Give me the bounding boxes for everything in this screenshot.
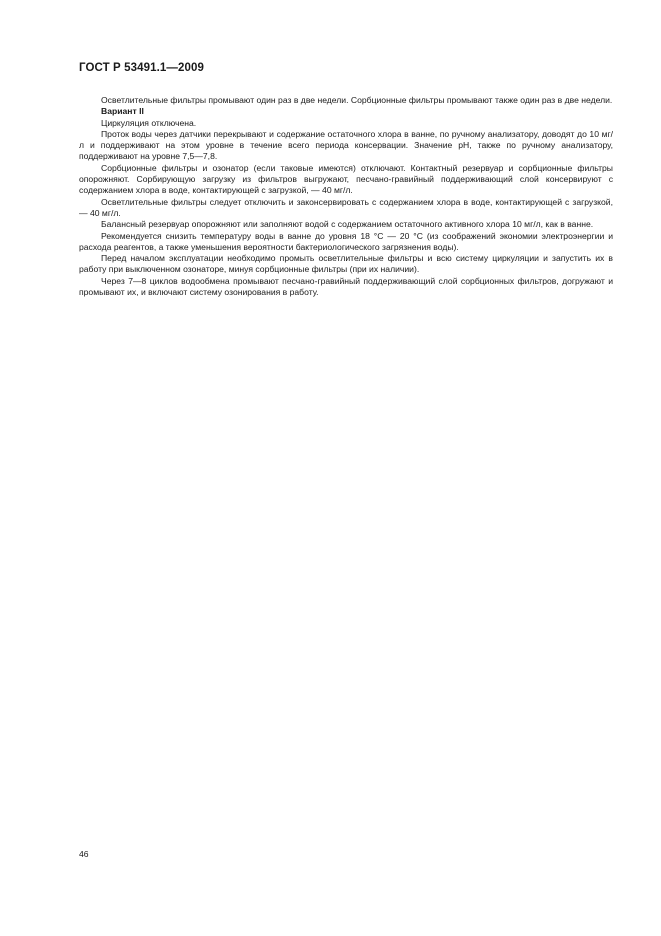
paragraph-filter-washing: Осветлительные фильтры промывают один раз в две недели. Сорбционные фильтры промывают также один раз в две недели.	[101, 95, 613, 105]
paragraph-temperature: Рекомендуется снизить температуру воды в ванне до уровня 18 °С — 20 °С (из соображений экономии электроэнергии и расхода реагентов, а также уменьшения вероятности бактериологического загрязнения воды).	[79, 230, 613, 252]
paragraph-clarifying-filters: Осветлительные фильтры следует отключить и законсервировать с содержанием хлора в воде, контактирующей с загрузкой, — 40 мг/л.	[79, 196, 613, 218]
paragraph-water-exchange: Через 7—8 циклов водообмена промывают песчано-гравийный поддерживающий слой сорбционных фильтров, догружают и промывают их, и включают систему озонирования в работу.	[79, 275, 613, 298]
paragraph-chlorine-level: Проток воды через датчики перекрывают и содержание остаточного хлора в ванне, по ручному анализатору, доводят до 10 мг/л и поддерживают на этом уровне в течение всего периода консервации. Значение pH, также по ручному анализатору, поддерживают на уровне 7,5—7,8.	[79, 128, 613, 162]
document-header: ГОСТ Р 53491.1—2009	[79, 62, 204, 74]
paragraph-startup: Перед началом эксплуатации необходимо промыть осветлительные фильтры и всю систему циркуляции и запустить их в работу при выключенном озонаторе, минуя сорбционные фильтры (при их наличии).	[79, 253, 613, 275]
section-heading-variant-2: Вариант II	[101, 106, 144, 117]
page-number: 46	[79, 849, 89, 859]
document-body	[79, 95, 613, 298]
paragraph-balance-tank: Балансный резервуар опорожняют или заполняют водой с содержанием остаточного активного хлора 10 мг/л, как в ванне.	[101, 219, 594, 230]
paragraph-circulation: Циркуляция отключена.	[101, 117, 197, 128]
paragraph-sorption-filters: Сорбционные фильтры и озонатор (если таковые имеются) отключают. Контактный резервуар и сорбционные фильтры опорожняют. Сорбирующую загрузку из фильтров выгружают, песчано-гравийный поддерживающий слой консервируют с содержанием хлора в воде, контактирующей с загрузкой, — 40 мг/л.	[79, 162, 613, 196]
